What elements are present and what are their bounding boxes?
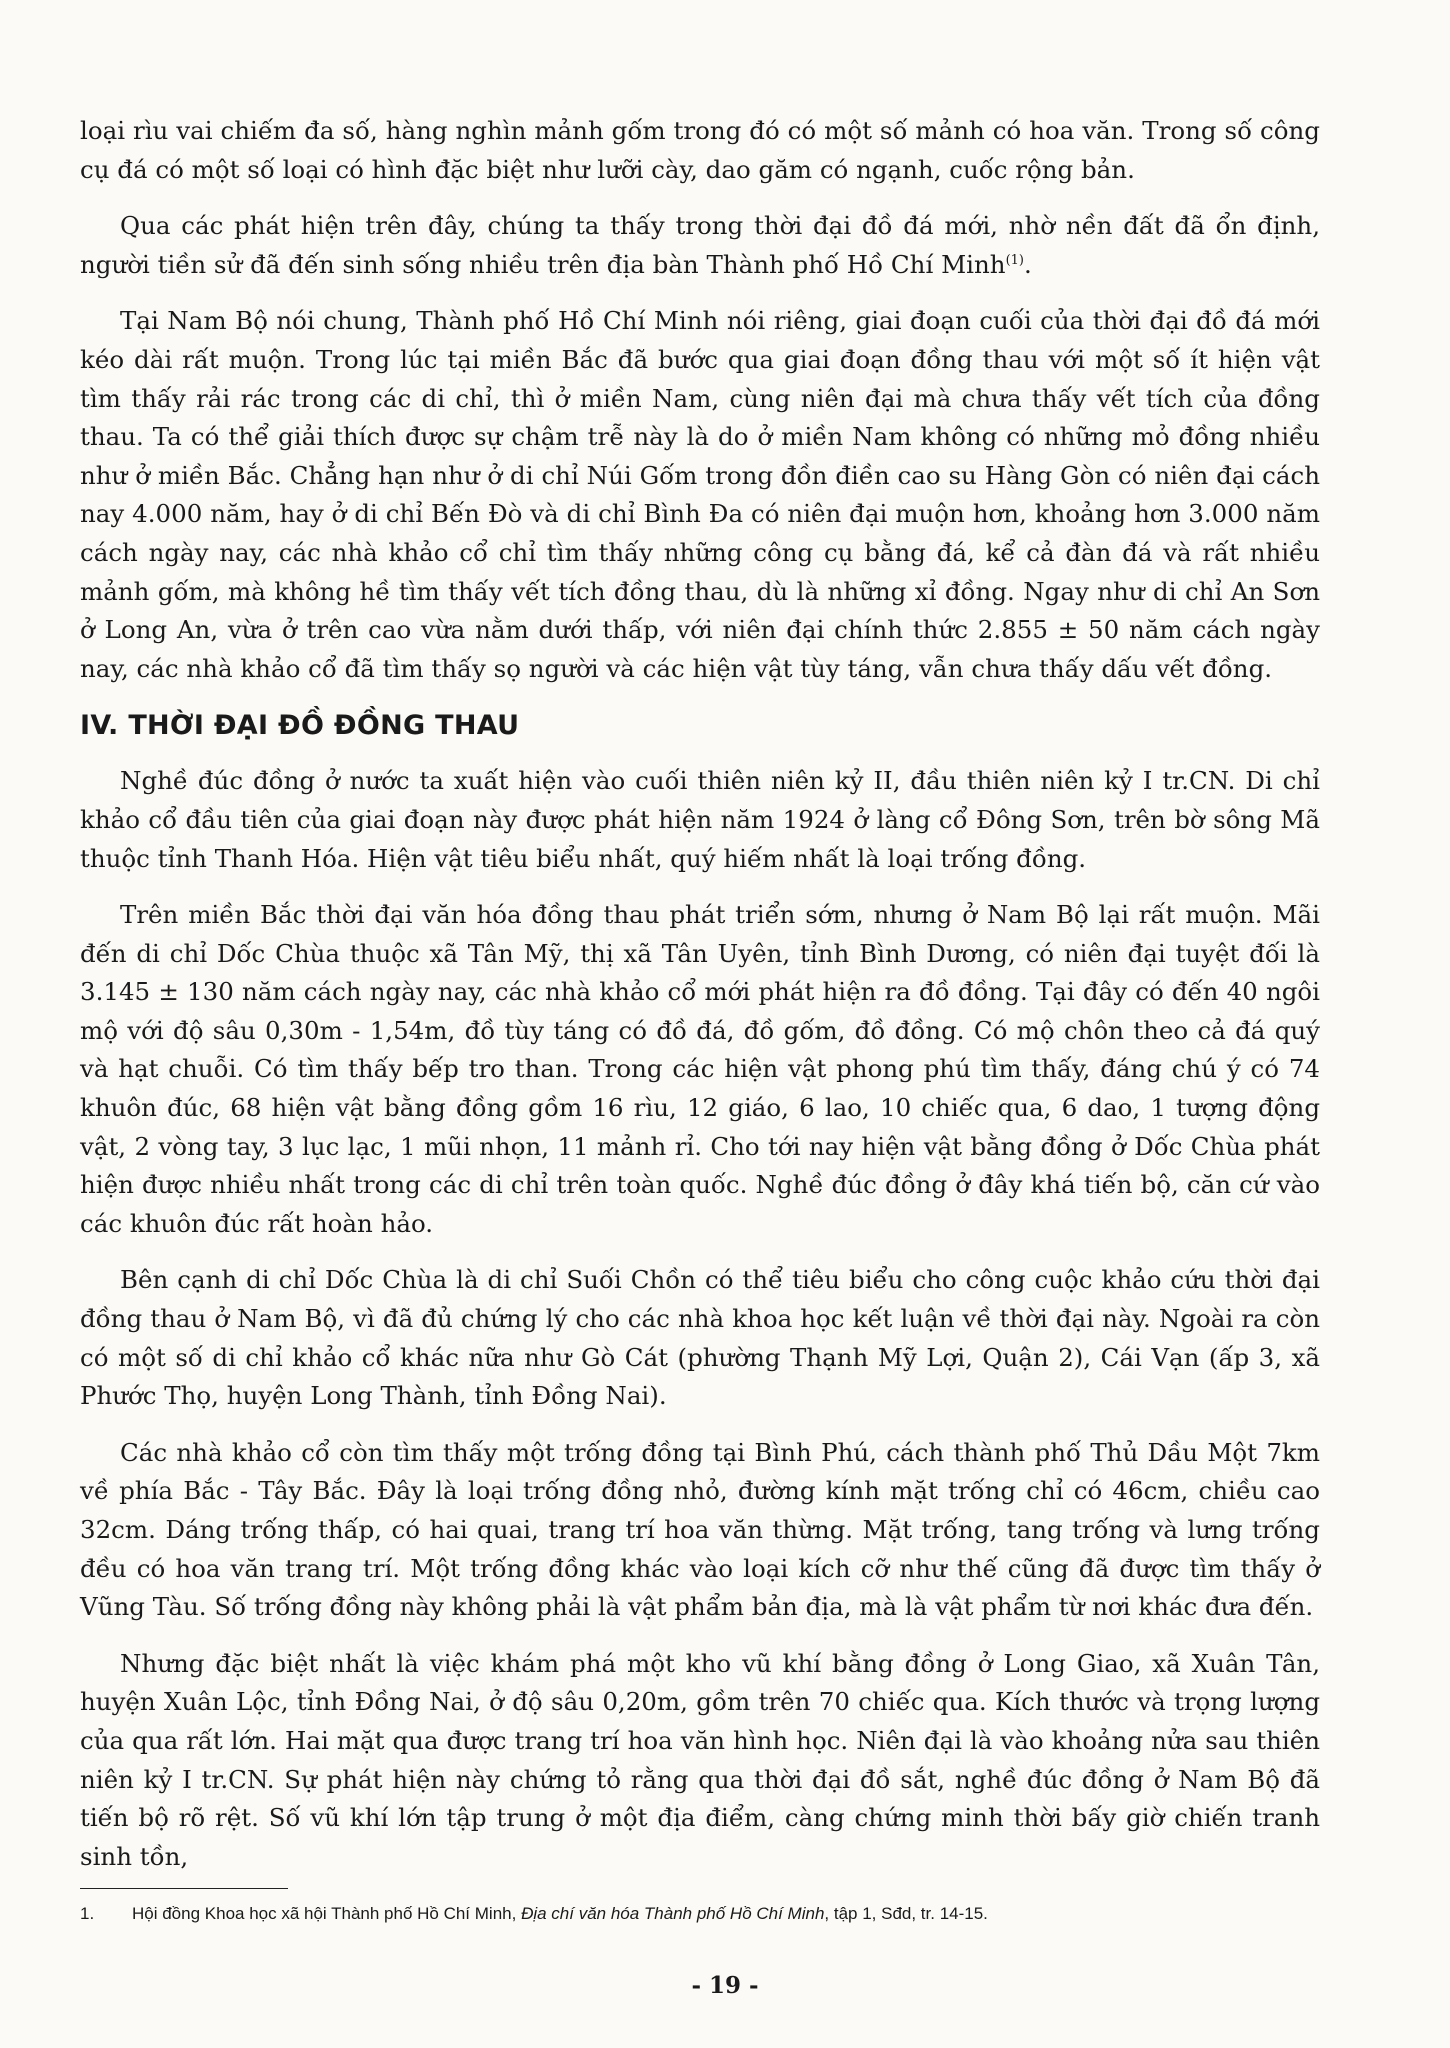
footnote-number: 1. (80, 1904, 95, 1923)
footnote (80, 1902, 1320, 1926)
paragraph-2-text: Qua các phát hiện trên đây, chúng ta thấy trong thời đại đồ đá mới, nhờ nền đất đã ổn định, người tiền sử đã đến sinh sống nhiều trên địa bàn Thành phố Hồ Chí Minh (80, 211, 1320, 279)
paragraph-8: Nhưng đặc biệt nhất là việc khám phá một kho vũ khí bằng đồng ở Long Giao, xã Xuân Tân, huyện Xuân Lộc, tỉnh Đồng Nai, ở độ sâu 0,20m, gồm trên 70 chiếc qua. Kích thước và trọng lượng của qua rất lớn. Hai mặt qua được trang trí hoa văn hình học. Niên đại là vào khoảng nửa sau thiên niên kỷ I tr.CN. Sự phát hiện này chứng tỏ rằng qua thời đại đồ sắt, nghề đúc đồng ở Nam Bộ đã tiến bộ rõ rệt. Số vũ khí lớn tập trung ở một địa điểm, càng chứng minh thời bấy giờ chiến tranh sinh tồn, (80, 1648, 1320, 1871)
footnote-book-title: Địa chí văn hóa Thành phố Hồ Chí Minh (521, 1904, 825, 1923)
paragraph-1: loại rìu vai chiếm đa số, hàng nghìn mảnh gốm trong đó có một số mảnh có hoa văn. Trong số công cụ đá có một số loại có hình đặc biệt như lưỡi cày, dao găm có ngạnh, cuốc rộng bản. (80, 116, 1320, 184)
paragraph-3: Tại Nam Bộ nói chung, Thành phố Hồ Chí Minh nói riêng, giai đoạn cuối của thời đại đồ đá mới kéo dài rất muộn. Trong lúc tại miền Bắc đã bước qua giai đoạn đồng thau với một số ít hiện vật tìm thấy rải rác trong các di chỉ, thì ở miền Nam, cùng niên đại mà chưa thấy vết tích của đồng thau. Ta có thể giải thích được sự chậm trễ này là do ở miền Nam không có những mỏ đồng nhiều như ở miền Bắc. Chẳng hạn như ở di chỉ Núi Gốm trong đồn điền cao su Hàng Gòn có niên đại cách nay 4.000 năm, hay ở di chỉ Bến Đò và di chỉ Bình Đa có niên đại muộn hơn, khoảng hơn 3.000 năm cách ngày nay, các nhà khảo cổ chỉ tìm thấy những công cụ bằng đá, kể cả đàn đá và rất nhiều mảnh gốm, mà không hề tìm thấy vết tích đồng thau, dù là những xỉ đồng. Ngay như di chỉ An Sơn ở Long An, vừa ở trên cao vừa nằm dưới thấp, với niên đại chính thức 2.855 ± 50 năm cách ngày nay, các nhà khảo cổ đã tìm thấy sọ người và các hiện vật tùy táng, vẫn chưa thấy dấu vết đồng. (80, 306, 1320, 683)
paragraph-2 (80, 207, 1320, 284)
section-heading: IV. THỜI ĐẠI ĐỒ ĐỒNG THAU (80, 710, 520, 742)
paragraph-4: Nghề đúc đồng ở nước ta xuất hiện vào cuối thiên niên kỷ II, đầu thiên niên kỷ I tr.CN. Di chỉ khảo cổ đầu tiên của giai đoạn này được phát hiện năm 1924 ở làng cổ Đông Sơn, trên bờ sông Mã thuộc tỉnh Thanh Hóa. Hiện vật tiêu biểu nhất, quý hiếm nhất là loại trống đồng. (80, 766, 1320, 873)
paragraph-5: Trên miền Bắc thời đại văn hóa đồng thau phát triển sớm, nhưng ở Nam Bộ lại rất muộn. Mãi đến di chỉ Dốc Chùa thuộc xã Tân Mỹ, thị xã Tân Uyên, tỉnh Bình Dương, có niên đại tuyệt đối là 3.145 ± 130 năm cách ngày nay, các nhà khảo cổ mới phát hiện ra đồ đồng. Tại đây có đến 40 ngôi mộ với độ sâu 0,30m - 1,54m, đồ tùy táng có đồ đá, đồ gốm, đồ đồng. Có mộ chôn theo cả đá quý và hạt chuỗi. Có tìm thấy bếp tro than. Trong các hiện vật phong phú tìm thấy, đáng chú ý có 74 khuôn đúc, 68 hiện vật bằng đồng gồm 16 rìu, 12 giáo, 6 lao, 10 chiếc qua, 6 dao, 1 tượng động vật, 2 vòng tay, 3 lục lạc, 1 mũi nhọn, 11 mảnh rỉ. Cho tới nay hiện vật bằng đồng ở Dốc Chùa phát hiện được nhiều nhất trong các di chỉ trên toàn quốc. Nghề đúc đồng ở đây khá tiến bộ, căn cứ vào các khuôn đúc rất hoàn hảo. (80, 900, 1320, 1238)
footnote-text-before: Hội đồng Khoa học xã hội Thành phố Hồ Chí Minh, (132, 1904, 522, 1923)
page-body (80, 112, 1320, 1894)
paragraph-7: Các nhà khảo cổ còn tìm thấy một trống đồng tại Bình Phú, cách thành phố Thủ Dầu Một 7km về phía Bắc - Tây Bắc. Đây là loại trống đồng nhỏ, đường kính mặt trống chỉ có 46cm, chiều cao 32cm. Dáng trống thấp, có hai quai, trang trí hoa văn thừng. Mặt trống, tang trống và lưng trống đều có hoa văn trang trí. Một trống đồng khác vào loại kích cỡ như thế cũng đã được tìm thấy ở Vũng Tàu. Số trống đồng này không phải là vật phẩm bản địa, mà là vật phẩm từ nơi khác đưa đến. (80, 1437, 1320, 1622)
page-number: - 19 - (691, 1972, 759, 1999)
footnote-text-after: , tập 1, Sđd, tr. 14-15. (824, 1904, 988, 1923)
paragraph-6: Bên cạnh di chỉ Dốc Chùa là di chỉ Suối Chồn có thể tiêu biểu cho công cuộc khảo cứu thời đại đồng thau ở Nam Bộ, vì đã đủ chứng lý cho các nhà khoa học kết luận về thời đại này. Ngoài ra còn có một số di chỉ khảo cổ khác nữa như Gò Cát (phường Thạnh Mỹ Lợi, Quận 2), Cái Vạn (ấp 3, xã Phước Thọ, huyện Long Thành, tỉnh Đồng Nai). (80, 1265, 1320, 1411)
footnote-reference[interactable]: (1) (1005, 252, 1024, 268)
footnote-divider (80, 1888, 288, 1889)
paragraph-2-end: . (1023, 249, 1032, 279)
